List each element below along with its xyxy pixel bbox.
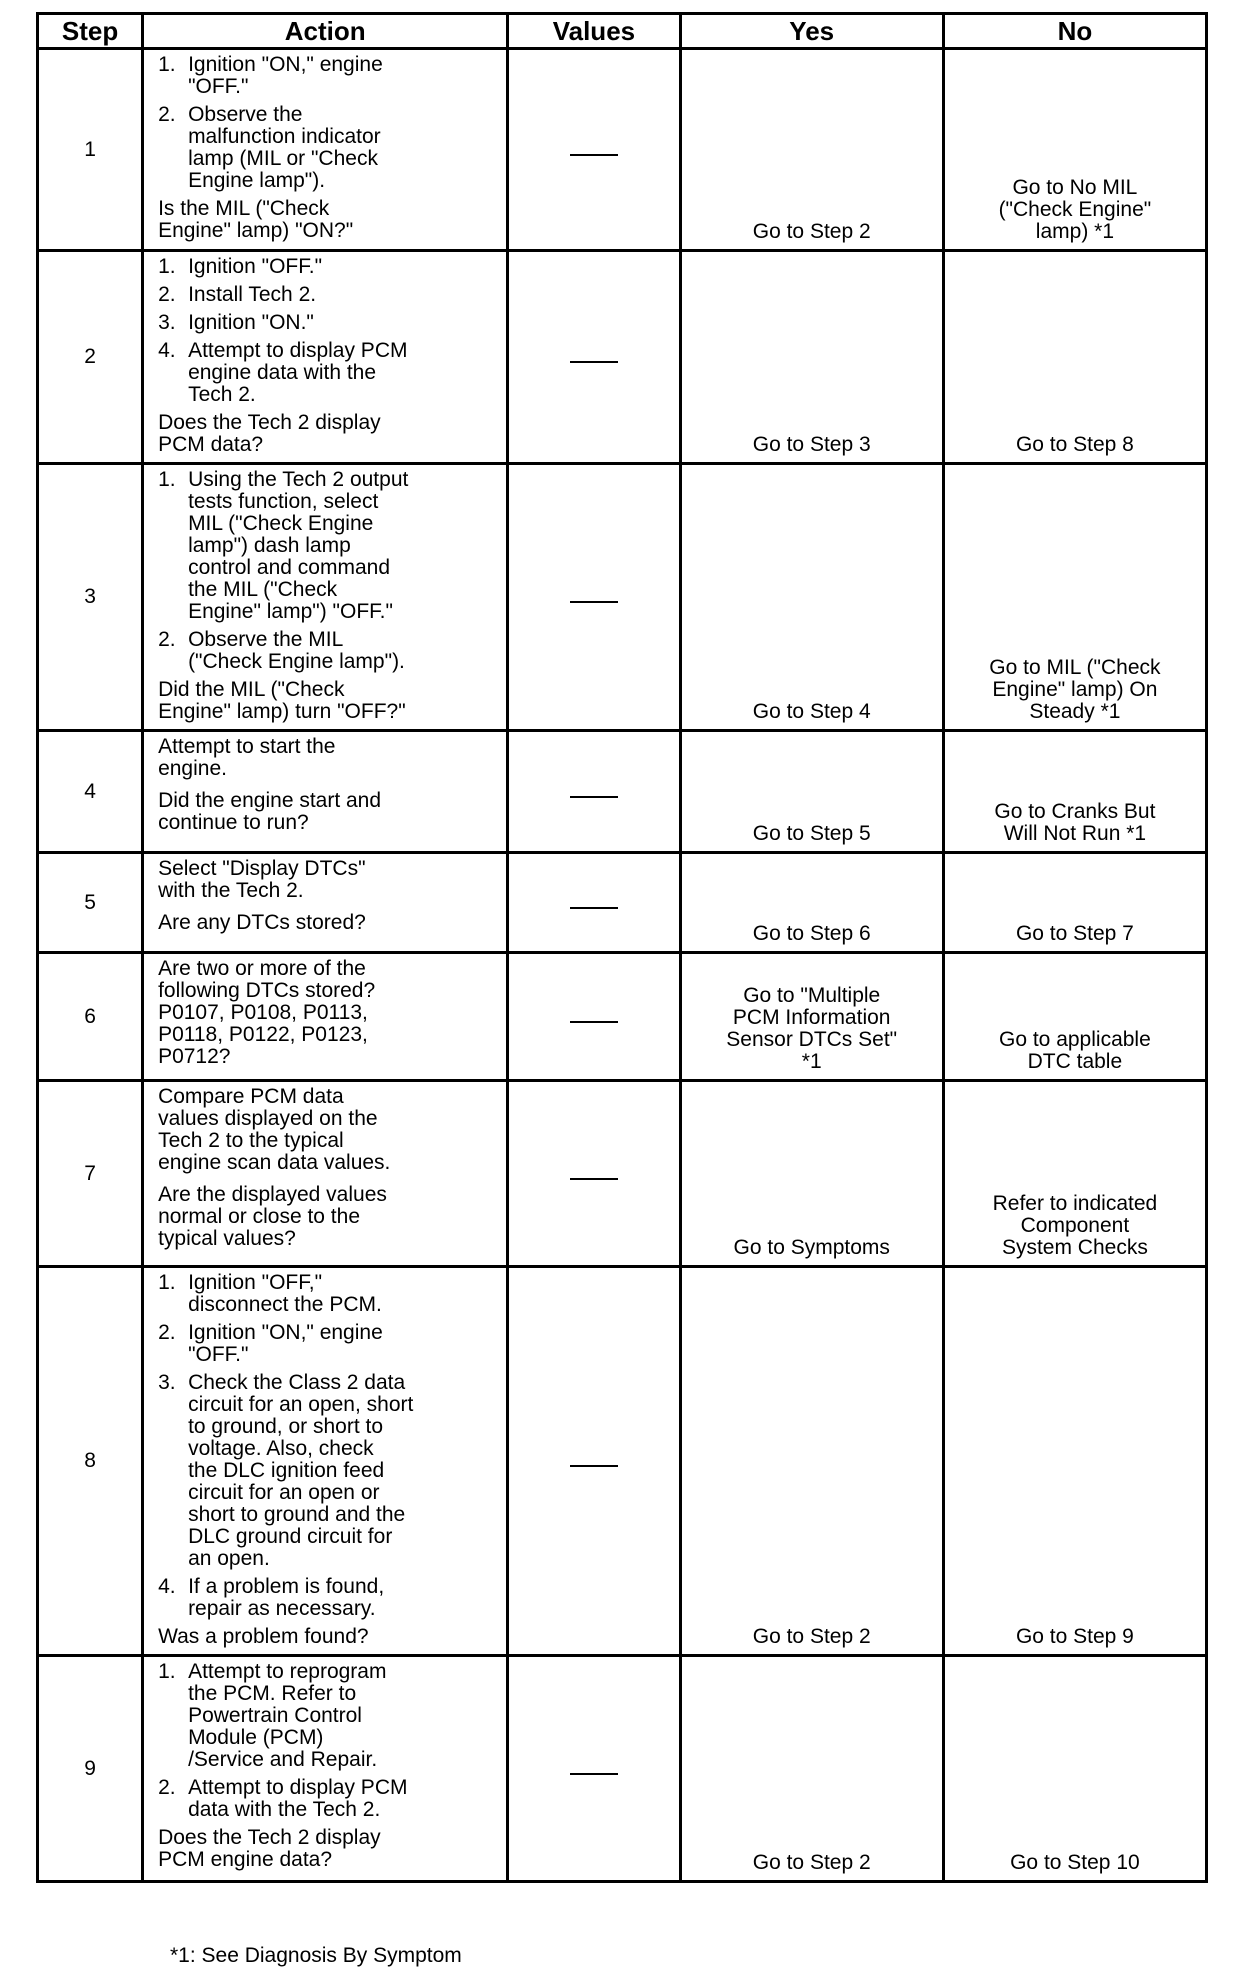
yes-cell	[680, 464, 943, 731]
action-cell	[143, 853, 508, 953]
value-cell	[508, 731, 680, 853]
action-item-text: Ignition "OFF," disconnect the PCM.	[188, 1271, 382, 1316]
action-intro: Compare PCM data values displayed on the Tech 2 to the typical engine scan data values.	[158, 1085, 391, 1174]
yes-text: Go to Step 2	[752, 220, 871, 243]
no-text: Go to Step 7	[1015, 922, 1134, 945]
yes-cell	[680, 731, 943, 853]
yes-text: Go to Step 2	[752, 1625, 871, 1648]
action-item	[158, 1322, 498, 1366]
empty-value-dash	[570, 1773, 618, 1775]
no-cell	[943, 953, 1206, 1081]
action-item-number: 1.	[158, 1271, 176, 1294]
header-row	[38, 14, 1207, 49]
no-text: Go to Step 8	[1015, 433, 1134, 456]
action-item-number: 2.	[158, 1776, 176, 1799]
action-item-number: 4.	[158, 1575, 176, 1598]
action-item-number: 1.	[158, 255, 176, 278]
table-body	[38, 49, 1207, 1882]
empty-value-dash	[570, 601, 618, 603]
yes-text: Go to Step 5	[752, 822, 871, 845]
yes-cell	[680, 953, 943, 1081]
action-item	[158, 1661, 498, 1771]
no-text: Go to Cranks But Will Not Run *1	[994, 800, 1156, 845]
action-item	[158, 256, 498, 278]
header-yes: Yes	[680, 14, 943, 49]
step-number: 7	[38, 1081, 143, 1267]
value-cell	[508, 1081, 680, 1267]
action-item-number: 4.	[158, 339, 176, 362]
action-item-text: Install Tech 2.	[188, 283, 317, 306]
action-item	[158, 312, 498, 334]
action-item-text: Using the Tech 2 output tests function, select MIL ("Check Engine lamp") dash lamp control and command the MIL ("Check Engine" lamp") "OFF."	[188, 468, 409, 623]
action-item-text: If a problem is found, repair as necessary.	[188, 1575, 385, 1620]
yes-text: Go to Step 6	[752, 922, 871, 945]
value-cell	[508, 251, 680, 464]
yes-cell	[680, 853, 943, 953]
header-step: Step	[38, 14, 143, 49]
value-cell	[508, 1267, 680, 1656]
action-item	[158, 469, 498, 623]
action-cell	[143, 1267, 508, 1656]
action-item-text: Attempt to display PCM engine data with the Tech 2.	[188, 339, 408, 406]
value-cell	[508, 464, 680, 731]
action-cell	[143, 1081, 508, 1267]
action-item-number: 1.	[158, 468, 176, 491]
empty-value-dash	[570, 1178, 618, 1180]
yes-text: Go to Step 2	[752, 1851, 871, 1874]
empty-value-dash	[570, 796, 618, 798]
action-question: Does the Tech 2 display PCM data?	[158, 411, 381, 456]
empty-value-dash	[570, 361, 618, 363]
action-question: Does the Tech 2 display PCM engine data?	[158, 1826, 381, 1871]
yes-cell	[680, 1656, 943, 1882]
yes-cell	[680, 1081, 943, 1267]
action-question: Was a problem found?	[158, 1625, 369, 1648]
action-item-number: 3.	[158, 311, 176, 334]
diagnostic-table	[36, 12, 1208, 1883]
yes-text: Go to Step 3	[752, 433, 871, 456]
action-item-text: Observe the MIL ("Check Engine lamp").	[188, 628, 405, 673]
action-intro: Select "Display DTCs" with the Tech 2.	[158, 857, 366, 902]
action-question: Is the MIL ("Check Engine" lamp) "ON?"	[158, 197, 354, 242]
value-cell	[508, 853, 680, 953]
no-text: Go to Step 9	[1015, 1625, 1134, 1648]
table-row	[38, 464, 1207, 731]
action-question: Did the engine start and continue to run?	[158, 789, 382, 834]
step-number: 6	[38, 953, 143, 1081]
action-cell	[143, 731, 508, 853]
action-item	[158, 1372, 498, 1570]
no-cell	[943, 731, 1206, 853]
action-item-number: 1.	[158, 53, 176, 76]
empty-value-dash	[570, 1465, 618, 1467]
table-row	[38, 49, 1207, 251]
step-number: 1	[38, 49, 143, 251]
action-question: Are two or more of the following DTCs stored? P0107, P0108, P0113, P0118, P0122, P0123, P0712?	[158, 957, 376, 1068]
table-row	[38, 1656, 1207, 1882]
action-item-number: 2.	[158, 283, 176, 306]
action-item-number: 2.	[158, 1321, 176, 1344]
no-cell	[943, 853, 1206, 953]
yes-cell	[680, 1267, 943, 1656]
action-intro: Attempt to start the engine.	[158, 735, 336, 780]
no-cell	[943, 251, 1206, 464]
header-action: Action	[143, 14, 508, 49]
step-number: 2	[38, 251, 143, 464]
value-cell	[508, 49, 680, 251]
yes-cell	[680, 49, 943, 251]
action-item	[158, 284, 498, 306]
yes-text: Go to Symptoms	[733, 1236, 890, 1259]
no-cell	[943, 1081, 1206, 1267]
action-question: Are the displayed values normal or close to the typical values?	[158, 1183, 387, 1250]
action-item-text: Ignition "ON."	[188, 311, 314, 334]
no-cell	[943, 464, 1206, 731]
header-no: No	[943, 14, 1206, 49]
action-item-number: 2.	[158, 103, 176, 126]
step-number: 3	[38, 464, 143, 731]
table-row	[38, 1081, 1207, 1267]
step-number: 4	[38, 731, 143, 853]
action-item-text: Attempt to display PCM data with the Tech 2.	[188, 1776, 408, 1821]
no-text: Go to applicable DTC table	[999, 1028, 1151, 1073]
step-number: 5	[38, 853, 143, 953]
empty-value-dash	[570, 907, 618, 909]
step-number: 8	[38, 1267, 143, 1656]
action-item	[158, 1777, 498, 1821]
yes-text: Go to Step 4	[752, 700, 871, 723]
table-row	[38, 1267, 1207, 1656]
action-item-text: Ignition "ON," engine "OFF."	[188, 53, 383, 98]
no-cell	[943, 49, 1206, 251]
action-question: Are any DTCs stored?	[158, 911, 366, 934]
action-item	[158, 340, 498, 406]
action-item	[158, 1272, 498, 1316]
yes-text: Go to "Multiple PCM Information Sensor DTCs Set" *1	[726, 984, 898, 1073]
action-item-text: Ignition "OFF."	[188, 255, 323, 278]
step-number: 9	[38, 1656, 143, 1882]
header-values: Values	[508, 14, 680, 49]
empty-value-dash	[570, 1021, 618, 1023]
no-text: Go to MIL ("Check Engine" lamp) On Steady *1	[989, 656, 1161, 723]
action-item	[158, 629, 498, 673]
action-item-number: 3.	[158, 1371, 176, 1394]
no-cell	[943, 1267, 1206, 1656]
action-item-text: Check the Class 2 data circuit for an open, short to ground, or short to voltage. Also, check the DLC ignition feed circuit for an open or short to ground and the DLC ground circuit for an open.	[188, 1371, 414, 1570]
action-item	[158, 104, 498, 192]
table-row	[38, 251, 1207, 464]
action-cell	[143, 953, 508, 1081]
table-row	[38, 853, 1207, 953]
action-item-number: 1.	[158, 1660, 176, 1683]
no-text: Refer to indicated Component System Checks	[992, 1192, 1158, 1259]
no-text: Go to Step 10	[1010, 1851, 1140, 1874]
action-cell	[143, 251, 508, 464]
table-row	[38, 731, 1207, 853]
no-cell	[943, 1656, 1206, 1882]
action-cell	[143, 464, 508, 731]
action-cell	[143, 1656, 508, 1882]
value-cell	[508, 953, 680, 1081]
action-item-number: 2.	[158, 628, 176, 651]
footnote: *1: See Diagnosis By Symptom	[170, 1944, 462, 1967]
empty-value-dash	[570, 154, 618, 156]
value-cell	[508, 1656, 680, 1882]
action-question: Did the MIL ("Check Engine" lamp) turn "OFF?"	[158, 678, 406, 723]
table-row	[38, 953, 1207, 1081]
action-item-text: Attempt to reprogram the PCM. Refer to Powertrain Control Module (PCM) /Service and Repair.	[188, 1660, 387, 1771]
action-item	[158, 1576, 498, 1620]
action-item-text: Ignition "ON," engine "OFF."	[188, 1321, 383, 1366]
yes-cell	[680, 251, 943, 464]
action-item-text: Observe the malfunction indicator lamp (MIL or "Check Engine lamp").	[188, 103, 381, 192]
action-item	[158, 54, 498, 98]
action-cell	[143, 49, 508, 251]
no-text: Go to No MIL ("Check Engine" lamp) *1	[998, 176, 1152, 243]
